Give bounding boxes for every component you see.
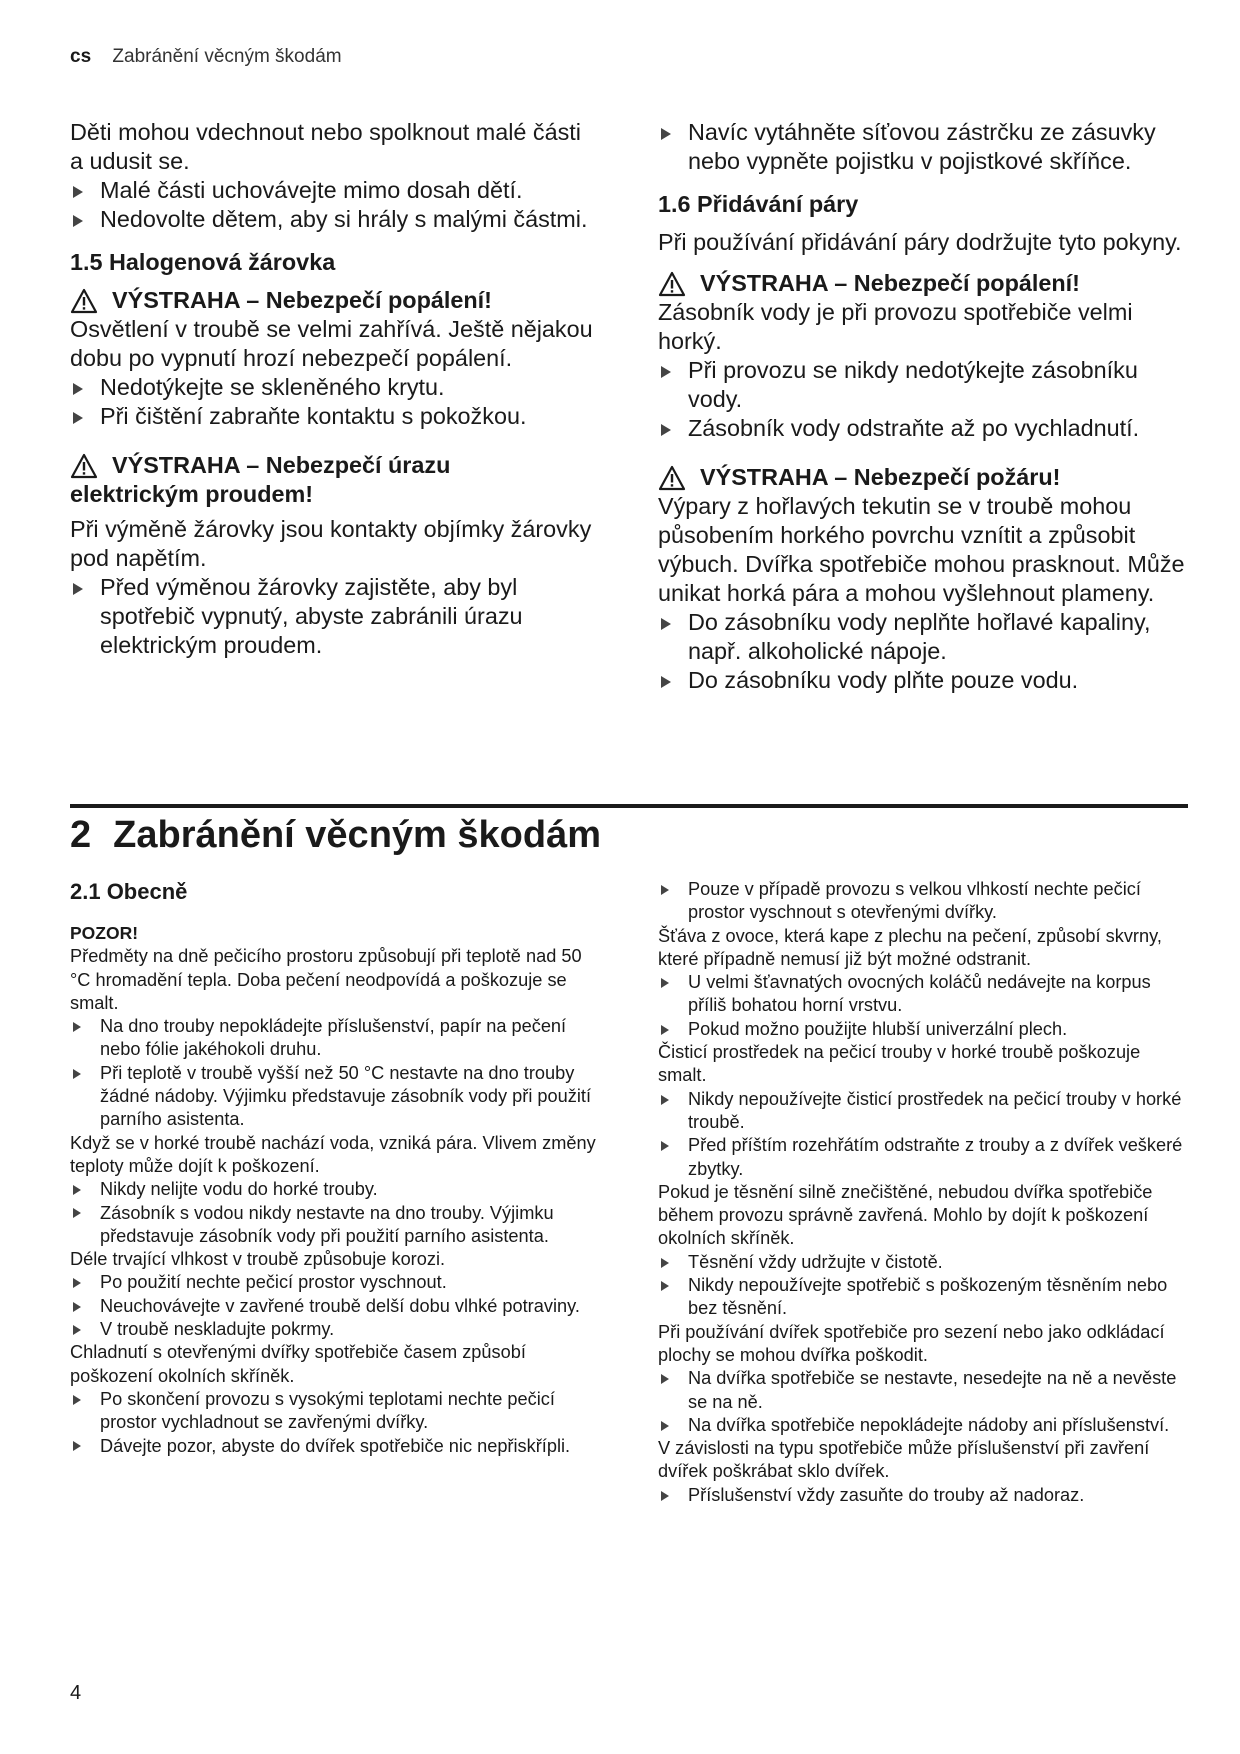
- list-item: Před výměnou žárovky zajistěte, aby byl spotřebič vypnutý, abyste zabránili úrazu elektrickým proudem.: [70, 573, 600, 660]
- warning-title: VÝSTRAHA – Nebezpečí popálení!: [700, 270, 1080, 296]
- continued-list: [658, 118, 1188, 176]
- section-1-5-heading: 1.5 Halogenová žárovka: [70, 249, 336, 275]
- list-item: Neuchovávejte v zavřené troubě delší dobu vlhké potraviny.: [70, 1295, 600, 1318]
- paragraph: Předměty na dně pečicího prostoru způsobují při teplotě nad 50 °C hromadění tepla. Doba pečení neodpovídá a poškozuje se smalt.: [70, 946, 582, 1013]
- list-item: Při teplotě v troubě vyšší než 50 °C nestavte na dno trouby žádné nádoby. Výjimku představuje zásobník vody při použití parního asistenta.: [70, 1062, 600, 1132]
- list-item: Po použití nechte pečicí prostor vyschnout.: [70, 1271, 600, 1294]
- bullet-list: [70, 1271, 600, 1341]
- page-header: [70, 46, 342, 68]
- warning-burn-tank: [658, 269, 1188, 298]
- paragraph: Déle trvající vlhkost v troubě způsobuje korozi.: [70, 1249, 446, 1270]
- bullet-list: [70, 1388, 600, 1458]
- bottom-right-column: [658, 878, 1188, 1507]
- list-item: U velmi šťavnatých ovocných koláčů nedávejte na korpus příliš bohatou horní vrstvu.: [658, 971, 1188, 1018]
- list-item: Malé části uchovávejte mimo dosah dětí.: [70, 176, 600, 205]
- list-item: Na dvířka spotřebiče se nestavte, nesedejte na ně a nevěste se na ně.: [658, 1367, 1188, 1414]
- bullet-list: [658, 1367, 1188, 1437]
- chapter-divider: [70, 804, 1188, 808]
- warning-title: VÝSTRAHA – Nebezpečí popálení!: [112, 287, 492, 313]
- paragraph: Když se v horké troubě nachází voda, vzniká pára. Vlivem změny teploty může dojít k poškození.: [70, 1132, 596, 1176]
- list-item: Pokud možno použijte hlubší univerzální plech.: [658, 1018, 1188, 1041]
- list-item: Příslušenství vždy zasuňte do trouby až nadoraz.: [658, 1484, 1188, 1507]
- section-1-6-heading: 1.6 Přidávání páry: [658, 191, 859, 217]
- list-item: Při čištění zabraňte kontaktu s pokožkou.: [70, 402, 600, 431]
- bullet-list: [658, 1484, 1188, 1507]
- warning-title: VÝSTRAHA – Nebezpečí úrazu: [112, 452, 451, 478]
- list-item: Do zásobníku vody neplňte hořlavé kapaliny, např. alkoholické nápoje.: [658, 608, 1188, 666]
- page-number: 4: [70, 1682, 82, 1704]
- bottom-left-column: [70, 878, 600, 1458]
- list-item: Před příštím rozehřátím odstraňte z trouby a z dvířek veškeré zbytky.: [658, 1134, 1188, 1181]
- top-left-column: [70, 118, 600, 660]
- warning-list: [70, 373, 600, 431]
- list-item: Navíc vytáhněte síťovou zástrčku ze zásuvky nebo vypněte pojistku v pojistkové skříňce.: [658, 118, 1188, 176]
- section-1-6-text: Při používání přidávání páry dodržujte tyto pokyny.: [658, 229, 1182, 255]
- list-item: Nedovolte dětem, aby si hrály s malými částmi.: [70, 205, 600, 234]
- warning-list: [658, 608, 1188, 695]
- warning-triangle-icon: [658, 465, 686, 491]
- bullet-list: [658, 1251, 1188, 1321]
- warning-triangle-icon: [658, 271, 686, 297]
- warning-fire: [658, 463, 1188, 492]
- list-item: Při provozu se nikdy nedotýkejte zásobníku vody.: [658, 356, 1188, 414]
- list-item: Těsnění vždy udržujte v čistotě.: [658, 1251, 1188, 1274]
- list-item: Na dno trouby nepokládejte příslušenství, papír na pečení nebo fólie jakéhokoli druhu.: [70, 1015, 600, 1062]
- warning-text: Osvětlení v troubě se velmi zahřívá. Ještě nějakou dobu po vypnutí hrozí nebezpečí popálení.: [70, 316, 593, 371]
- warning-text: Při výměně žárovky jsou kontakty objímky žárovky pod napětím.: [70, 516, 592, 571]
- warning-text: Výpary z hořlavých tekutin se v troubě mohou působením horkého povrchu vznítit a způsobit výbuch. Dvířka spotřebiče mohou prasknout. Může unikat horká pára a mohou vyšlehnout plameny.: [658, 493, 1185, 606]
- section-2-1-heading: 2.1 Obecně: [70, 879, 188, 904]
- warning-list: [70, 573, 600, 660]
- warning-title: VÝSTRAHA – Nebezpečí požáru!: [700, 464, 1061, 490]
- warning-triangle-icon: [70, 288, 98, 314]
- list-item: Nikdy nepoužívejte spotřebič s poškozeným těsněním nebo bez těsnění.: [658, 1274, 1188, 1321]
- list-item: Po skončení provozu s vysokými teplotami nechte pečicí prostor vychladnout se zavřenými dvířky.: [70, 1388, 600, 1435]
- warning-list: [658, 356, 1188, 443]
- warning-title-cont: elektrickým proudem!: [70, 481, 314, 507]
- paragraph: Pokud je těsnění silně znečištěné, nebudou dvířka spotřebiče během provozu správně zavřená. Mohlo by dojít k poškození okolních skříněk.: [658, 1181, 1153, 1249]
- list-item: V troubě neskladujte pokrmy.: [70, 1318, 600, 1341]
- list-item: Nikdy nepoužívejte čisticí prostředek na pečicí trouby v horké troubě.: [658, 1088, 1188, 1135]
- list-item: Nedotýkejte se skleněného krytu.: [70, 373, 600, 402]
- paragraph: Chladnutí s otevřenými dvířky spotřebiče časem způsobí poškození okolních skříněk.: [70, 1342, 526, 1386]
- warning-electric: [70, 451, 600, 509]
- language-code: cs: [70, 46, 92, 67]
- warning-triangle-icon: [70, 453, 98, 479]
- bullet-list: [658, 878, 1188, 925]
- intro-text: Děti mohou vdechnout nebo spolknout malé části a udusit se.: [70, 119, 582, 174]
- caution-label: POZOR!: [70, 923, 139, 943]
- list-item: Pouze v případě provozu s velkou vlhkostí nechte pečicí prostor vyschnout s otevřenými dvířky.: [658, 878, 1188, 925]
- chapter-heading: [70, 810, 601, 860]
- list-item: Dávejte pozor, abyste do dvířek spotřebiče nic nepřiskřípli.: [70, 1435, 600, 1458]
- list-item: Nikdy nelijte vodu do horké trouby.: [70, 1178, 600, 1201]
- chapter-number: 2: [70, 814, 92, 856]
- list-item: Na dvířka spotřebiče nepokládejte nádoby ani příslušenství.: [658, 1414, 1188, 1437]
- paragraph: Při používání dvířek spotřebiče pro sezení nebo jako odkládací plochy se mohou dvířka poškodit.: [658, 1321, 1165, 1365]
- warning-text: Zásobník vody je při provozu spotřebiče velmi horký.: [658, 299, 1133, 354]
- bullet-list: [70, 1015, 600, 1131]
- bullet-list: [70, 1178, 600, 1248]
- paragraph: Šťáva z ovoce, která kape z plechu na pečení, způsobí skvrny, které případně nemusí již být možné odstranit.: [658, 925, 1162, 969]
- chapter-title: Zabránění věcným škodám: [113, 814, 601, 856]
- paragraph: V závislosti na typu spotřebiče může příslušenství při zavření dvířek poškrábat sklo dvířek.: [658, 1438, 1150, 1482]
- list-item: Zásobník vody odstraňte až po vychladnutí.: [658, 414, 1188, 443]
- bullet-list: [658, 1088, 1188, 1181]
- paragraph: Čisticí prostředek na pečicí trouby v horké troubě poškozuje smalt.: [658, 1042, 1141, 1086]
- list-item: Do zásobníku vody plňte pouze vodu.: [658, 666, 1188, 695]
- warning-burn-lamp: [70, 286, 600, 315]
- header-title: Zabránění věcným škodám: [112, 46, 342, 67]
- top-right-column: [658, 118, 1188, 695]
- list-item: Zásobník s vodou nikdy nestavte na dno trouby. Výjimku představuje zásobník vody při použití parního asistenta.: [70, 1202, 600, 1249]
- intro-list: [70, 176, 600, 234]
- bullet-list: [658, 971, 1188, 1041]
